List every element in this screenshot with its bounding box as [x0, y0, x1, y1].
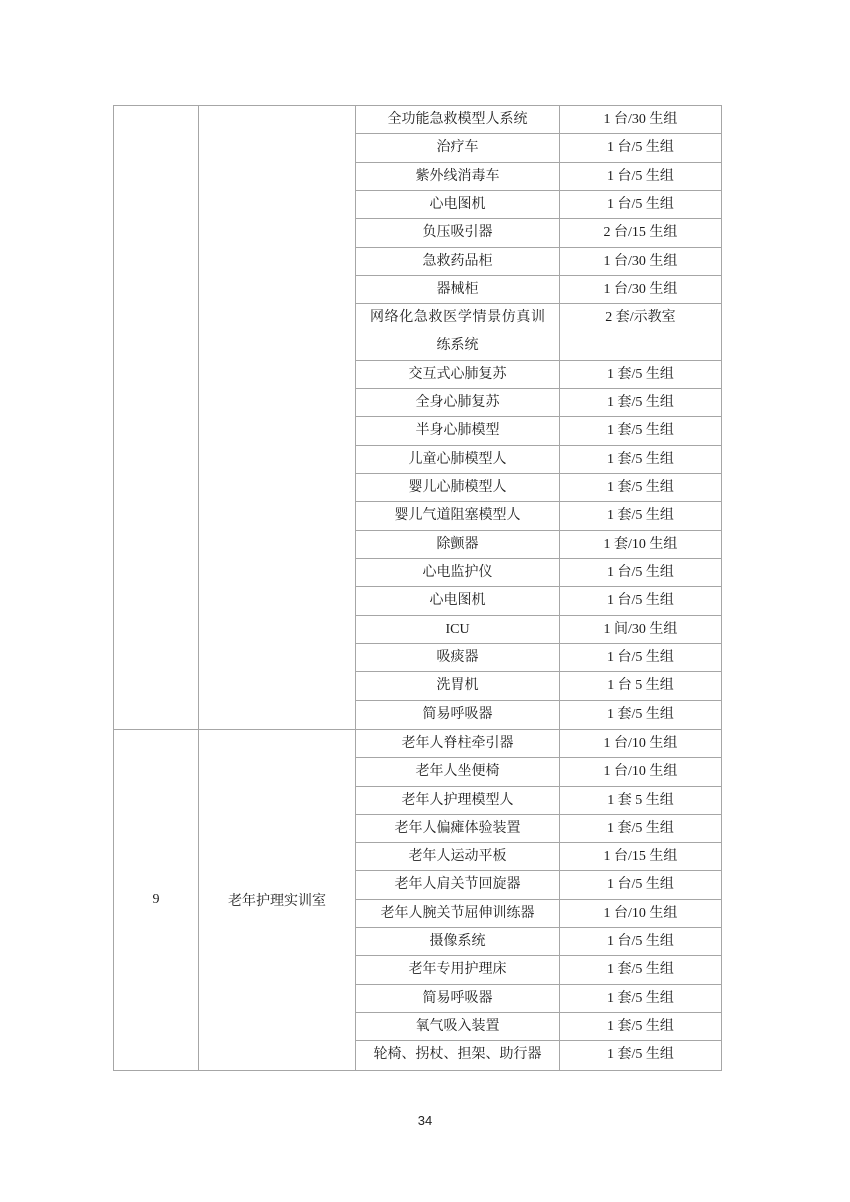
quantity-cell: 1 套/5 生组 — [607, 423, 674, 439]
table-row — [356, 985, 721, 1013]
section-rows — [356, 730, 721, 1070]
table-row — [356, 672, 721, 700]
quantity-cell: 1 套/5 生组 — [607, 480, 674, 496]
table-row — [356, 304, 721, 361]
equipment-name-cell: 老年专用护理床 — [356, 956, 560, 983]
quantity-cell: 1 台/30 生组 — [603, 281, 678, 297]
quantity-cell: 1 套/5 生组 — [607, 962, 674, 978]
table-row — [356, 843, 721, 871]
quantity-cell: 1 套/5 生组 — [607, 366, 674, 382]
table-row — [356, 701, 721, 729]
equipment-name-cell: 轮椅、拐杖、担架、助行器 — [356, 1041, 560, 1069]
table-row — [356, 871, 721, 899]
section-seq-cell: 9 — [114, 730, 199, 1070]
page-number: 34 — [417, 1113, 433, 1128]
table-row — [356, 106, 721, 134]
quantity-cell: 1 台/10 生组 — [603, 764, 678, 780]
table-row — [356, 446, 721, 474]
quantity-cell: 1 套/10 生组 — [603, 536, 678, 552]
quantity-cell: 1 套/5 生组 — [607, 508, 674, 524]
equipment-name-cell: 心电监护仪 — [356, 559, 560, 586]
table-row — [356, 815, 721, 843]
equipment-name-cell: 摄像系统 — [356, 928, 560, 955]
quantity-cell: 1 套/5 生组 — [607, 706, 674, 722]
equipment-name-cell: 老年人腕关节屈伸训练器 — [356, 900, 560, 927]
quantity-cell: 1 台/10 生组 — [603, 905, 678, 921]
table-row — [356, 134, 721, 162]
table-row — [356, 787, 721, 815]
table-row — [356, 219, 721, 247]
equipment-name-cell: 氧气吸入装置 — [356, 1013, 560, 1040]
table-row — [356, 417, 721, 445]
equipment-name-cell: 心电图机 — [356, 191, 560, 218]
quantity-cell: 2 台/15 生组 — [603, 225, 678, 241]
equipment-name-cell: 全功能急救模型人系统 — [356, 106, 560, 133]
quantity-cell: 1 台/5 生组 — [607, 196, 674, 212]
room-name-cell: 老年护理实训室 — [199, 730, 356, 1070]
table-row — [356, 163, 721, 191]
equipment-name-cell: 老年人运动平板 — [356, 843, 560, 870]
quantity-cell: 1 台/5 生组 — [607, 593, 674, 609]
equipment-name-cell: 老年人肩关节回旋器 — [356, 871, 560, 898]
table-row — [356, 248, 721, 276]
quantity-cell: 1 套/5 生组 — [607, 395, 674, 411]
quantity-cell: 1 台/5 生组 — [607, 649, 674, 665]
quantity-cell: 1 台/5 生组 — [607, 934, 674, 950]
table-row — [356, 956, 721, 984]
quantity-cell: 1 套/5 生组 — [607, 451, 674, 467]
equipment-name-cell: 老年人偏瘫体验装置 — [356, 815, 560, 842]
table-row — [356, 389, 721, 417]
quantity-cell: 2 套/示教室 — [605, 310, 676, 326]
equipment-name-cell: 老年人脊柱牵引器 — [356, 730, 560, 757]
quantity-cell: 1 套/5 生组 — [607, 1047, 674, 1063]
equipment-name-cell: 吸痰器 — [356, 644, 560, 671]
table-row — [356, 531, 721, 559]
table-row — [356, 616, 721, 644]
equipment-name-cell: ICU — [356, 616, 560, 643]
equipment-name-cell: 儿童心肺模型人 — [356, 446, 560, 473]
equipment-name-cell: 老年人护理模型人 — [356, 787, 560, 814]
table-section — [114, 729, 721, 1070]
equipment-name-cell: 网络化急救医学情景仿真训练系统 — [356, 304, 560, 360]
equipment-name-cell: 紫外线消毒车 — [356, 163, 560, 190]
section-seq-cell — [114, 106, 199, 729]
table-row — [356, 1041, 721, 1069]
equipment-name-cell: 器械柜 — [356, 276, 560, 303]
table-row — [356, 1013, 721, 1041]
equipment-name-cell: 急救药品柜 — [356, 248, 560, 275]
quantity-cell: 1 台/5 生组 — [607, 140, 674, 156]
quantity-cell: 1 台/5 生组 — [607, 168, 674, 184]
table-row — [356, 730, 721, 758]
equipment-name-cell: 婴儿心肺模型人 — [356, 474, 560, 501]
equipment-name-cell: 半身心肺模型 — [356, 417, 560, 444]
equipment-name-cell: 洗胃机 — [356, 672, 560, 699]
table-row — [356, 644, 721, 672]
equipment-name-cell: 简易呼吸器 — [356, 985, 560, 1012]
table-row — [356, 361, 721, 389]
quantity-cell: 1 套 5 生组 — [607, 792, 674, 808]
table-row — [356, 276, 721, 304]
quantity-cell: 1 台/5 生组 — [607, 877, 674, 893]
quantity-cell: 1 间/30 生组 — [603, 621, 678, 637]
table-row — [356, 928, 721, 956]
room-name-cell — [199, 106, 356, 729]
table-row — [356, 502, 721, 530]
equipment-name-cell: 治疗车 — [356, 134, 560, 161]
quantity-cell: 1 台/30 生组 — [603, 112, 678, 127]
table-section — [114, 106, 721, 729]
equipment-name-cell: 除颤器 — [356, 531, 560, 558]
table-row — [356, 587, 721, 615]
equipment-name-cell: 心电图机 — [356, 587, 560, 614]
quantity-cell: 1 台 5 生组 — [607, 678, 674, 694]
table-row — [356, 474, 721, 502]
quantity-cell: 1 套/5 生组 — [607, 820, 674, 836]
table-row — [356, 900, 721, 928]
table-row — [356, 758, 721, 786]
section-rows — [356, 106, 721, 729]
equipment-name-cell: 婴儿气道阻塞模型人 — [356, 502, 560, 529]
equipment-table — [113, 105, 722, 1071]
quantity-cell: 1 套/5 生组 — [607, 990, 674, 1006]
quantity-cell: 1 台/10 生组 — [603, 735, 678, 751]
table-row — [356, 191, 721, 219]
quantity-cell: 1 套/5 生组 — [607, 1019, 674, 1034]
equipment-name-cell: 简易呼吸器 — [356, 701, 560, 729]
equipment-name-cell: 交互式心肺复苏 — [356, 361, 560, 388]
equipment-name-cell: 负压吸引器 — [356, 219, 560, 246]
equipment-name-cell: 老年人坐便椅 — [356, 758, 560, 785]
quantity-cell: 1 台/15 生组 — [603, 849, 678, 865]
table-row — [356, 559, 721, 587]
equipment-name-cell: 全身心肺复苏 — [356, 389, 560, 416]
quantity-cell: 1 台/30 生组 — [603, 253, 678, 269]
quantity-cell: 1 台/5 生组 — [607, 565, 674, 580]
